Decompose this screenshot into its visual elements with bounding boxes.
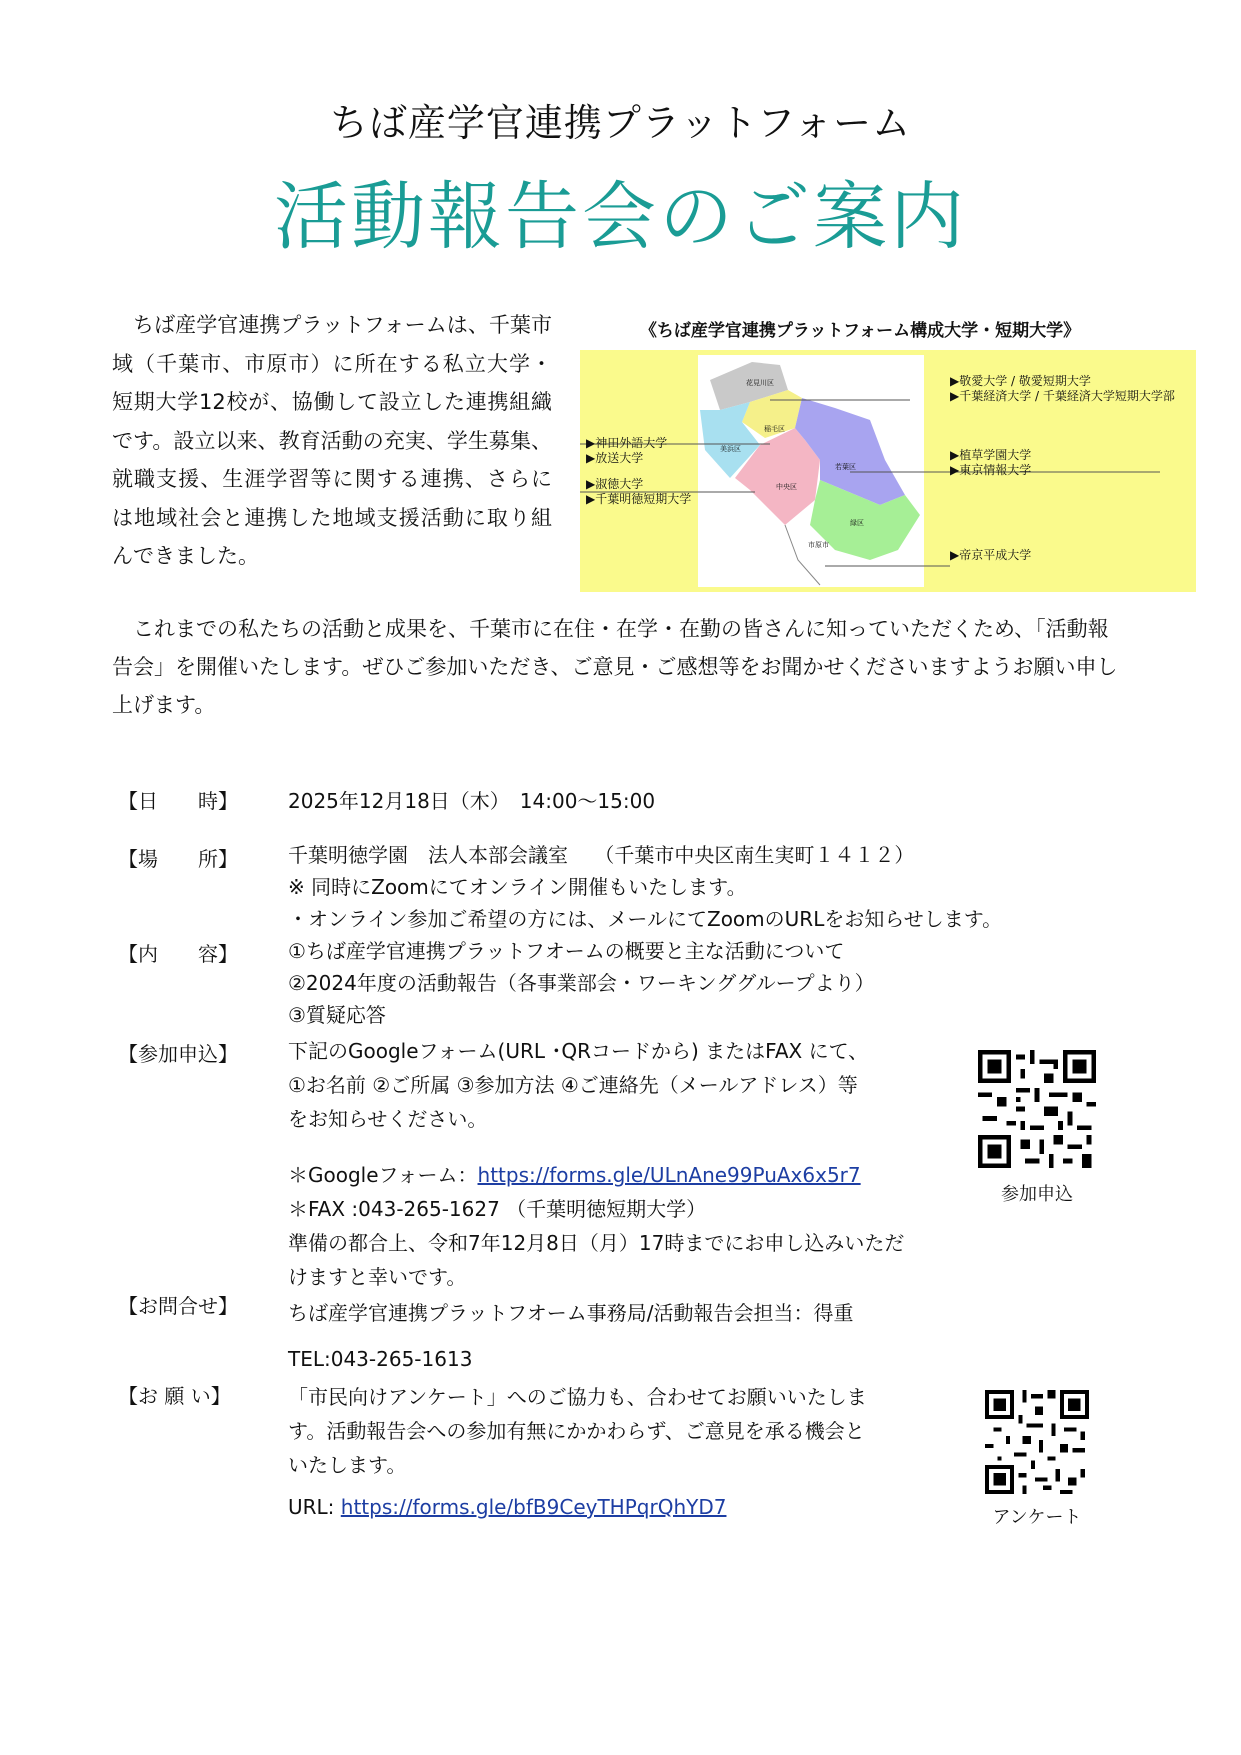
- map-label: ▶神田外語大学: [586, 436, 668, 450]
- map-label: ▶植草学園大学: [950, 448, 1032, 462]
- place-line: ・オンライン参加ご希望の方には、メールにてZoomのURLをお知らせします。: [288, 907, 1003, 931]
- contact-line: ちば産学官連携プラットフオーム事務局/活動報告会担当：得重: [288, 1301, 854, 1325]
- map-title: 《ちば産学官連携プラットフォーム構成大学・短期大学》: [639, 321, 1081, 341]
- survey-link[interactable]: https://forms.gle/bfB9CeyTHPqrQhYD7: [340, 1495, 727, 1519]
- ward-label: 花見川区: [746, 379, 774, 387]
- apply-qr-caption: 参加申込: [1001, 1184, 1073, 1205]
- google-form-row: [288, 1158, 948, 1192]
- map-label: ▶淑徳大学: [586, 477, 644, 491]
- map-left-label-group-2: [586, 477, 691, 507]
- contact-label: 【お問合せ】: [118, 1294, 238, 1318]
- place-value: [288, 839, 1002, 935]
- content-line: ③質疑応答: [288, 1003, 386, 1027]
- request-line: 「市民向けアンケート」へのご協力も、合わせてお願いいたしま: [288, 1385, 867, 1409]
- map-label: ▶帝京平成大学: [950, 548, 1032, 562]
- contact-value: [288, 1290, 854, 1382]
- map-label: ▶千葉経済大学 / 千葉経済大学短期大学部: [950, 389, 1175, 403]
- map-label: ▶放送大学: [586, 451, 644, 465]
- intro-paragraph-2: これまでの私たちの活動と成果を、千葉市に在住・在学・在勤の皆さんに知っていただくため、「活動報告会」を開催いたします。ぜひご参加いただき、ご意見・ご感想等をお聞かせくださいますようお願い申し上げます。: [112, 617, 1118, 717]
- datetime-value: 2025年12月18日（木） 14:00～15:00: [288, 789, 656, 813]
- deadline-line: けますと幸いです。: [288, 1265, 467, 1289]
- apply-qr-code-icon[interactable]: [978, 1050, 1096, 1168]
- request-value: [288, 1380, 948, 1524]
- fax-line: ＊FAX :043-265-1627 （千葉明徳短期大学）: [288, 1197, 707, 1221]
- apply-line: をお知らせください。: [288, 1107, 488, 1131]
- ward-label: 緑区: [850, 519, 864, 527]
- request-line: す。活動報告会への参加有無にかかわらず、ご意見を承る機会と: [288, 1419, 865, 1443]
- survey-qr-code-icon[interactable]: [985, 1390, 1089, 1494]
- ward-label: 美浜区: [720, 445, 741, 453]
- request-label: 【お 願 い】: [118, 1384, 231, 1408]
- page-title: 活動報告会のご案内: [274, 174, 967, 260]
- apply-value: [288, 1034, 948, 1294]
- datetime-label: 【日 時】: [118, 789, 238, 813]
- google-form-link[interactable]: https://forms.gle/ULnAne99PuAx6x5r7: [477, 1163, 861, 1187]
- place-line: ※ 同時にZoomにてオンライン開催もいたします。: [288, 875, 747, 899]
- ward-label: 市原市: [808, 541, 829, 549]
- member-map: [580, 350, 1196, 592]
- apply-label: 【参加申込】: [118, 1042, 238, 1066]
- request-line: いたします。: [288, 1453, 407, 1477]
- ward-label: 中央区: [776, 483, 797, 491]
- apply-line: 下記のGoogleフォーム(URL ･QRコードから) またはFAX にて、: [288, 1039, 869, 1063]
- ward-label: 若葉区: [835, 463, 856, 471]
- apply-line: ①お名前 ②ご所属 ③参加方法 ④ご連絡先（メールアドレス）等: [288, 1073, 858, 1097]
- place-line: 千葉明徳学園 法人本部会議室 （千葉市中央区南生実町１４１２）: [288, 843, 915, 867]
- map-right-label-group-1: [950, 374, 1175, 404]
- content-line: ①ちば産学官連携プラットフオームの概要と主な活動について: [288, 939, 845, 963]
- map-label: ▶敬愛大学 / 敬愛短期大学: [950, 374, 1091, 388]
- org-title: ちば産学官連携プラットフォーム: [329, 101, 912, 145]
- ward-label: 稲毛区: [764, 425, 785, 433]
- intro-paragraph: ちば産学官連携プラットフォームは、千葉市域（千葉市、市原市）に所在する私立大学・短期大学12校が、協働して設立した連携組織です。設立以来、教育活動の充実、学生募集、就職支援、生涯学習等に関する連携、さらには地域社会と連携した地域支援活動に取り組んできました。: [112, 313, 552, 568]
- content-value: [288, 935, 875, 1031]
- map-label: ▶千葉明徳短期大学: [586, 492, 692, 506]
- survey-url-row: [288, 1490, 948, 1524]
- survey-qr-caption: アンケート: [992, 1507, 1082, 1528]
- content-line: ②2024年度の活動報告（各事業部会・ワーキンググループより）: [288, 971, 875, 995]
- map-right-label-group-2: [950, 448, 1031, 478]
- contact-phone: TEL:043-265-1613: [288, 1347, 473, 1371]
- map-label: ▶東京情報大学: [950, 463, 1032, 477]
- deadline-line: 準備の都合上、令和7年12月8日（月）17時までにお申し込みいただ: [288, 1231, 905, 1255]
- google-form-prefix: ＊Googleフォーム：: [288, 1163, 478, 1187]
- place-label: 【場 所】: [118, 847, 238, 871]
- map-left-label-group-1: [586, 436, 667, 466]
- survey-url-prefix: URL:: [288, 1495, 341, 1519]
- content-label: 【内 容】: [118, 942, 238, 966]
